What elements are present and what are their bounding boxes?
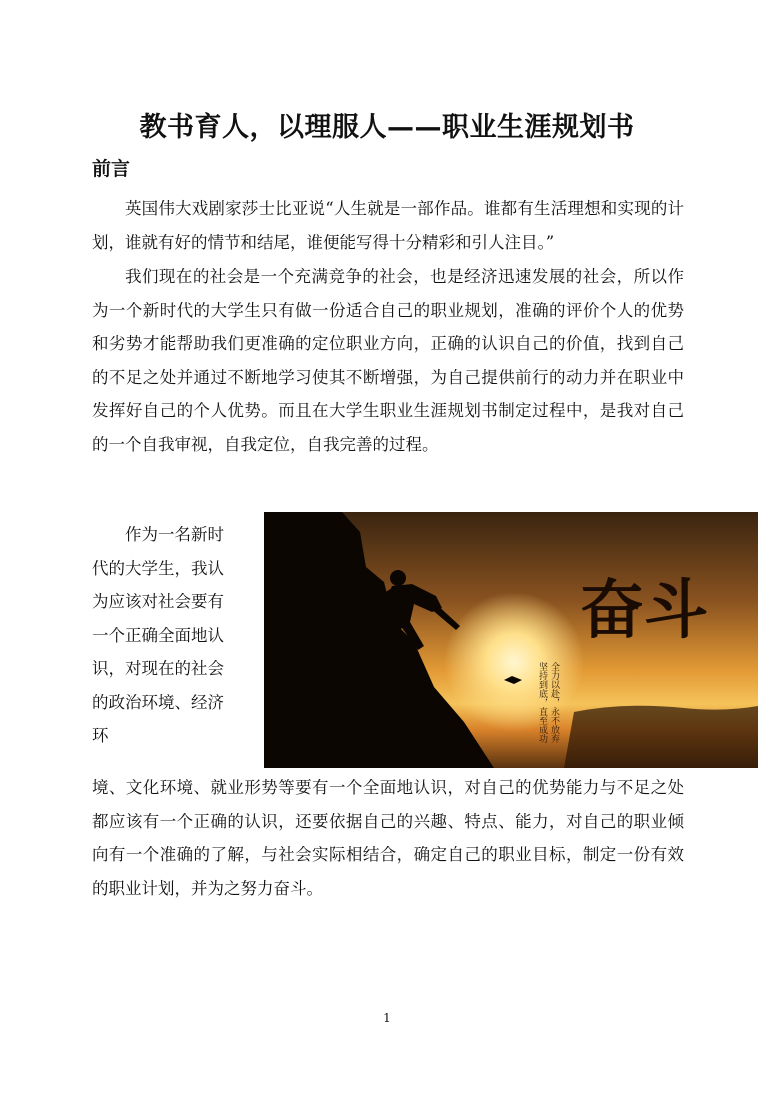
paragraph-career-planning: 我们现在的社会是一个充满竞争的社会，也是经济迅速发展的社会，所以作为一个新时代的大学生只有做一份适合自己的职业规划，准确的评价个人的优势和劣势才能帮助我们更准确的定位职业方向，正确的认识自己的价值，找到自己的不足之处并通过不断地学习使其不断增强，为自己提供前行的动力并在职业中发挥好自己的个人优势。而且在大学生职业生涯规划书制定过程中，是我对自己的一个自我审视，自我定位，自我完善的过程。 xyxy=(92,267,684,454)
motto-line-1: 全力以赴，永不放弃 xyxy=(549,662,559,743)
paragraph-continued: 境、文化环境、就业形势等要有一个全面地认识，对自己的优势能力与不足之处都应该有一个正确的认识，还要依据自己的兴趣、特点、能力，对自己的职业倾向有一个准确的了解，与社会实际相结合，确定自己的职业目标，制定一份有效的职业计划，并为之努力奋斗。 xyxy=(92,778,684,898)
motto-line-2: 坚持到底，直至成功 xyxy=(537,662,547,743)
document-title: 教书育人，以理服人——职业生涯规划书 xyxy=(139,112,635,143)
section-heading-preface: 前言 xyxy=(92,158,131,180)
calligraphy-text: 奋斗 xyxy=(580,573,708,648)
sun-glow xyxy=(444,592,584,732)
motivational-photo xyxy=(264,512,758,768)
paragraph-shakespeare-quote: 英国伟大戏剧家莎士比亚说“人生就是一部作品。谁都有生活理想和实现的计划，谁就有好的情节和结尾，谁便能写得十分精彩和引人注目。” xyxy=(92,199,684,252)
page-number: 1 xyxy=(383,1011,391,1025)
paragraph-wrapped-text: 作为一名新时代的大学生，我认为应该对社会要有一个正确全面地认识，对现在的社会的政治环境、经济环 xyxy=(92,525,224,745)
text-image-block xyxy=(92,518,708,768)
distant-hills xyxy=(564,706,758,768)
